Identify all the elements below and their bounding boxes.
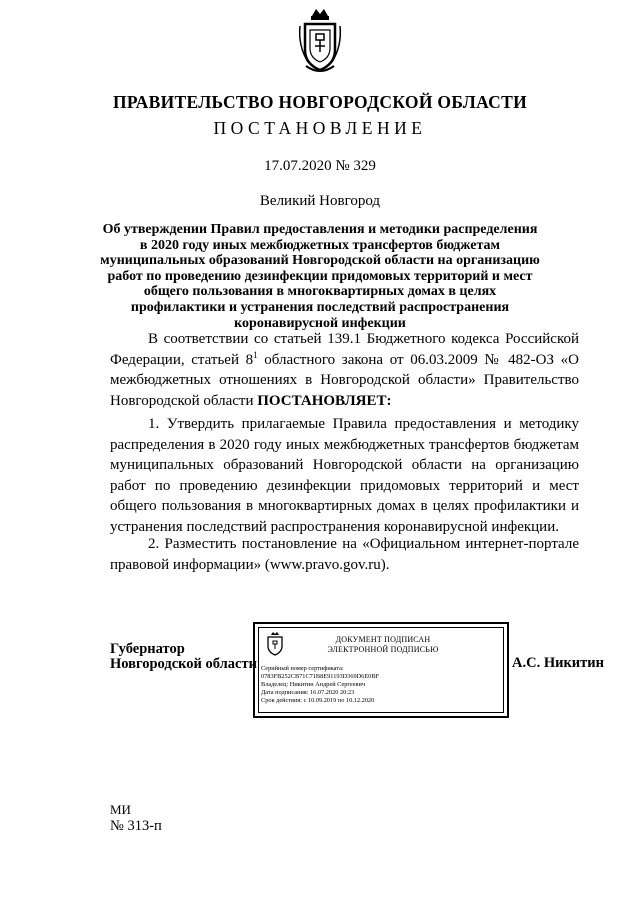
clause-2-text: 2. Разместить постановление на «Официальном интернет-портале правовой информации» (www.pravo.gov.ru). (110, 536, 579, 573)
signatory-position (110, 642, 257, 672)
signatory-position-line-2: Новгородской области (110, 656, 257, 672)
stamp-cert-serial: 0783FB252CB71C71B8E91193D369D6E0BF (261, 673, 380, 680)
coat-of-arms-icon (296, 6, 344, 76)
stamp-signed-date: Дата подписания: 16.07.2020 20:23 (261, 689, 355, 696)
organization-name: ПРАВИТЕЛЬСТВО НОВГОРОДСКОЙ ОБЛАСТИ (113, 92, 527, 112)
document-city: Великий Новгород (259, 193, 381, 209)
document-date-number: 17.07.2020 № 329 (264, 158, 376, 174)
executor-initials: МИ (110, 802, 131, 817)
preamble-text-2: областного закона от 06.03.2009 № 482-ОЗ «О межбюджетных отношениях в Новгородской области» Правительство Новгородской области (110, 351, 579, 409)
stamp-owner: Владелец: Никитин Андрей Сергеевич (261, 681, 366, 688)
stamp-validity: Срок действия: с 10.09.2019 по 10.12.2020 (261, 697, 375, 704)
preamble-text-1: В соответствии со статьей 139.1 Бюджетного кодекса Российской Федерации, статьей 8 (110, 331, 579, 368)
stamp-coat-of-arms-icon (265, 632, 285, 656)
document-type: ПОСТАНОВЛЕНИЕ (213, 118, 427, 138)
resolves-keyword: ПОСТАНОВЛЯЕТ: (257, 392, 392, 409)
clause-1-text: 1. Утвердить прилагаемые Правила предоставления и методику распределения в 2020 году иных межбюджетных трансфертов бюджетам муниципальных образований Новгородской области на организацию работ по проведению дезинфекции придомовых территорий и мест общего пользования в многоквартирных домах в целях профилактики и устранения последствий распространения коронавирусной инфекции. (110, 416, 579, 535)
clause-2-paragraph (110, 534, 579, 575)
clause-1-paragraph (110, 414, 579, 537)
electronic-signature-stamp (253, 622, 509, 718)
stamp-heading-line-1: ДОКУМЕНТ ПОДПИСАН (335, 635, 431, 644)
signer-name: А.С. Никитин (512, 655, 604, 671)
internal-document-number: № 313-п (110, 818, 162, 834)
stamp-cert-label: Серийный номер сертификата: (261, 665, 344, 672)
stamp-heading-line-2: ЭЛЕКТРОННОЙ ПОДПИСЬЮ (327, 644, 439, 654)
stamp-inner-frame (258, 627, 504, 713)
document-title: Об утверждении Правил предоставления и методики распределения в 2020 году иных межбюджетных трансфертов бюджетам муниципальных образований Новгородской области на организацию работ по проведению дезинфекции придомовых территорий и мест общего пользования в многоквартирных домах в целях профилактики и устранения последствий распространения коронавирусной инфекции (100, 222, 540, 331)
stamp-heading (293, 635, 473, 654)
article-superscript: 1 (253, 349, 258, 360)
signatory-position-line-1: Губернатор (110, 641, 185, 657)
preamble-paragraph (110, 329, 579, 411)
